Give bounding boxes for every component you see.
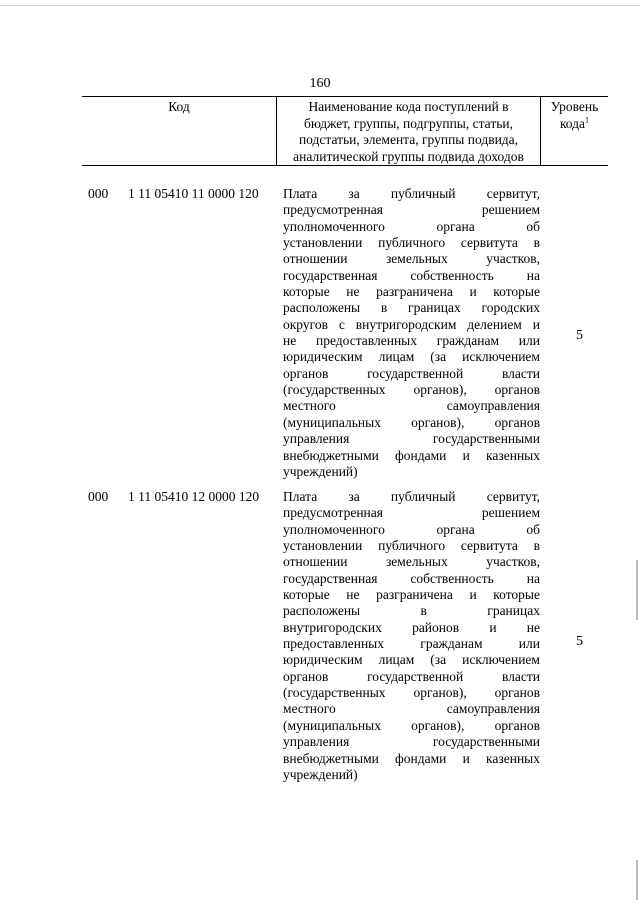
description-word: установлении [283, 235, 363, 251]
description-word: органов), [413, 382, 467, 398]
description-word: и [462, 750, 470, 766]
description-line [283, 571, 540, 587]
description-word: уполномоченного [283, 218, 385, 234]
description-word: и [469, 284, 477, 300]
description-word: лицам [378, 349, 415, 365]
description-word: предусмотренная [283, 505, 383, 521]
description-word: делением [467, 316, 522, 332]
description-word: и [489, 619, 497, 635]
description-line [283, 587, 540, 603]
description-word: установлении [283, 538, 363, 554]
header-level-line2 [541, 116, 608, 133]
row-level: 5 [576, 634, 583, 649]
row-admin-code: 000 [88, 186, 109, 201]
description-line [283, 652, 540, 668]
description-line [283, 669, 540, 685]
table-row [82, 489, 608, 799]
description-word: предоставленных [283, 636, 384, 652]
description-line [283, 202, 540, 218]
description-word: границах [487, 603, 540, 619]
description-word: публичного [378, 235, 446, 251]
row-income-code: 1 11 05410 12 0000 120 [128, 489, 260, 504]
description-word: земельных [385, 554, 448, 570]
description-word: которые [493, 284, 540, 300]
description-word: учреждений) [283, 463, 358, 479]
description-line [283, 366, 540, 382]
description-word: или [518, 333, 540, 349]
description-line [283, 718, 540, 734]
description-word: предоставленных [316, 333, 417, 349]
header-level [541, 97, 608, 165]
description-line [283, 398, 540, 414]
description-word: сервитута [460, 235, 518, 251]
description-word: (муниципальных [283, 717, 381, 733]
description-line [283, 538, 540, 554]
description-word: или [518, 636, 540, 652]
description-word: участков, [486, 251, 540, 267]
description-word: государственная [283, 570, 378, 586]
row-admin-code: 000 [88, 489, 109, 504]
description-word: государственными [432, 734, 540, 750]
header-name-line: бюджет, группы, подгруппы, статьи, [304, 115, 513, 131]
description-word: казенных [486, 447, 540, 463]
description-line [283, 505, 540, 521]
row-income-code: 1 11 05410 11 0000 120 [128, 186, 259, 201]
description-word: органов), [411, 717, 465, 733]
description-line [283, 489, 540, 505]
description-word: районов [412, 619, 460, 635]
description-word: решением [481, 505, 540, 521]
description-word: публичный [390, 489, 456, 504]
description-word: (государственных [283, 685, 386, 701]
description-line [283, 636, 540, 652]
description-word: учреждений) [283, 766, 358, 782]
header-code-label: Код [168, 99, 190, 114]
description-line [283, 382, 540, 398]
description-word: не [526, 619, 540, 635]
description-word: разграничена [376, 587, 453, 603]
description-word: органов [283, 365, 329, 381]
description-line [283, 685, 540, 701]
description-word: с [338, 316, 345, 332]
description-line [283, 701, 540, 717]
description-line [283, 751, 540, 767]
header-name-line: подстатьи, элемента, группы подвида, [298, 132, 519, 147]
row-description [283, 489, 540, 783]
description-word: публичный [390, 186, 456, 201]
description-word: земельных [385, 251, 448, 267]
description-word: (государственных [283, 382, 386, 398]
page-number: 160 [309, 76, 331, 91]
description-word: сервитут, [486, 489, 540, 504]
description-word: отношении [283, 251, 348, 267]
description-word: исключением [462, 652, 540, 668]
description-line [283, 431, 540, 447]
description-line [283, 603, 540, 619]
description-word: на [526, 570, 540, 586]
header-name [277, 97, 541, 165]
description-word: не [346, 284, 360, 300]
description-line [283, 767, 540, 783]
description-word: в [380, 300, 388, 316]
description-word: органа [436, 521, 475, 537]
description-word: участков, [486, 554, 540, 570]
description-word: (за [430, 349, 447, 365]
description-line [283, 186, 540, 202]
description-line [283, 219, 540, 235]
description-line [283, 349, 540, 365]
description-word: юридическим [283, 349, 363, 365]
description-line [283, 734, 540, 750]
description-word: и [462, 447, 470, 463]
description-word: органов [494, 382, 540, 398]
description-word: на [526, 267, 540, 283]
description-word: лицам [378, 652, 415, 668]
description-word: Плата [283, 186, 318, 201]
description-word: фондами [395, 750, 447, 766]
header-level-line1: Уровень [550, 99, 599, 114]
description-line [283, 300, 540, 316]
description-word: об [526, 521, 540, 537]
description-word: внебюджетными [283, 750, 379, 766]
description-word: местного [283, 398, 336, 414]
description-word: юридическим [283, 652, 363, 668]
description-word: не [346, 587, 360, 603]
description-line [283, 235, 540, 251]
description-line [283, 448, 540, 464]
header-level-footnote: 1 [585, 115, 590, 124]
description-word: управления [283, 431, 350, 447]
description-line [283, 284, 540, 300]
description-line [283, 317, 540, 333]
description-line [283, 415, 540, 431]
description-word: решением [481, 202, 540, 218]
description-word: за [348, 186, 360, 201]
scan-edge-mark [636, 560, 638, 620]
description-word: внутригородским [355, 316, 457, 332]
description-word: самоуправления [446, 701, 540, 717]
description-word: публичного [378, 538, 446, 554]
description-word: казенных [486, 750, 540, 766]
description-word: государственными [432, 431, 540, 447]
table-header [82, 96, 608, 166]
description-word: самоуправления [446, 398, 540, 414]
description-word: об [526, 218, 540, 234]
description-line [283, 251, 540, 267]
description-word: органов [494, 685, 540, 701]
description-word: органа [436, 218, 475, 234]
description-word: власти [501, 365, 540, 381]
description-line [283, 268, 540, 284]
description-word: за [348, 489, 360, 504]
description-word: фондами [395, 447, 447, 463]
description-word: органов), [413, 685, 467, 701]
header-code [82, 97, 277, 165]
description-word: расположены [283, 603, 361, 619]
description-word: государственная [283, 267, 378, 283]
description-word: исключением [462, 349, 540, 365]
description-line [283, 620, 540, 636]
description-word: которые [283, 284, 330, 300]
description-word: гражданам [436, 333, 500, 349]
description-word: внебюджетными [283, 447, 379, 463]
description-word: разграничена [376, 284, 453, 300]
description-word: органов [494, 414, 540, 430]
description-word: которые [493, 587, 540, 603]
description-word: гражданам [420, 636, 483, 652]
scan-edge-mark [636, 860, 638, 900]
description-word: округов [283, 316, 328, 332]
header-name-line: аналитической группы подвида доходов [293, 148, 524, 164]
description-word: управления [283, 734, 350, 750]
description-word: (за [430, 652, 447, 668]
table-row [82, 186, 608, 486]
description-word: не [283, 333, 297, 349]
description-word: и [532, 316, 540, 332]
description-word: органов [494, 717, 540, 733]
description-word: уполномоченного [283, 521, 385, 537]
description-line [283, 333, 540, 349]
description-word: и [469, 587, 477, 603]
description-word: внутригородских [283, 619, 382, 635]
description-line [283, 554, 540, 570]
description-word: собственность [410, 570, 494, 586]
description-word: городских [481, 300, 540, 316]
row-level: 5 [576, 328, 583, 343]
description-word: границах [408, 300, 461, 316]
description-word: которые [283, 587, 330, 603]
description-line [283, 464, 540, 480]
description-line [283, 522, 540, 538]
description-word: сервитута [460, 538, 518, 554]
description-word: собственность [410, 267, 494, 283]
description-word: органов [283, 668, 329, 684]
description-word: государственной [367, 365, 464, 381]
header-name-line: Наименование кода поступлений в [308, 99, 509, 114]
description-word: расположены [283, 300, 361, 316]
description-word: предусмотренная [283, 202, 383, 218]
description-word: (муниципальных [283, 414, 381, 430]
description-word: государственной [367, 668, 464, 684]
description-word: отношении [283, 554, 348, 570]
page-top-edge [0, 0, 640, 6]
description-word: Плата [283, 489, 318, 504]
description-word: в [533, 235, 540, 251]
description-word: власти [501, 668, 540, 684]
row-description [283, 186, 540, 480]
description-word: местного [283, 701, 336, 717]
description-word: органов), [411, 414, 465, 430]
description-word: в [533, 538, 540, 554]
description-word: в [420, 603, 427, 619]
description-word: сервитут, [486, 186, 540, 201]
header-level-word: кода [559, 115, 586, 131]
